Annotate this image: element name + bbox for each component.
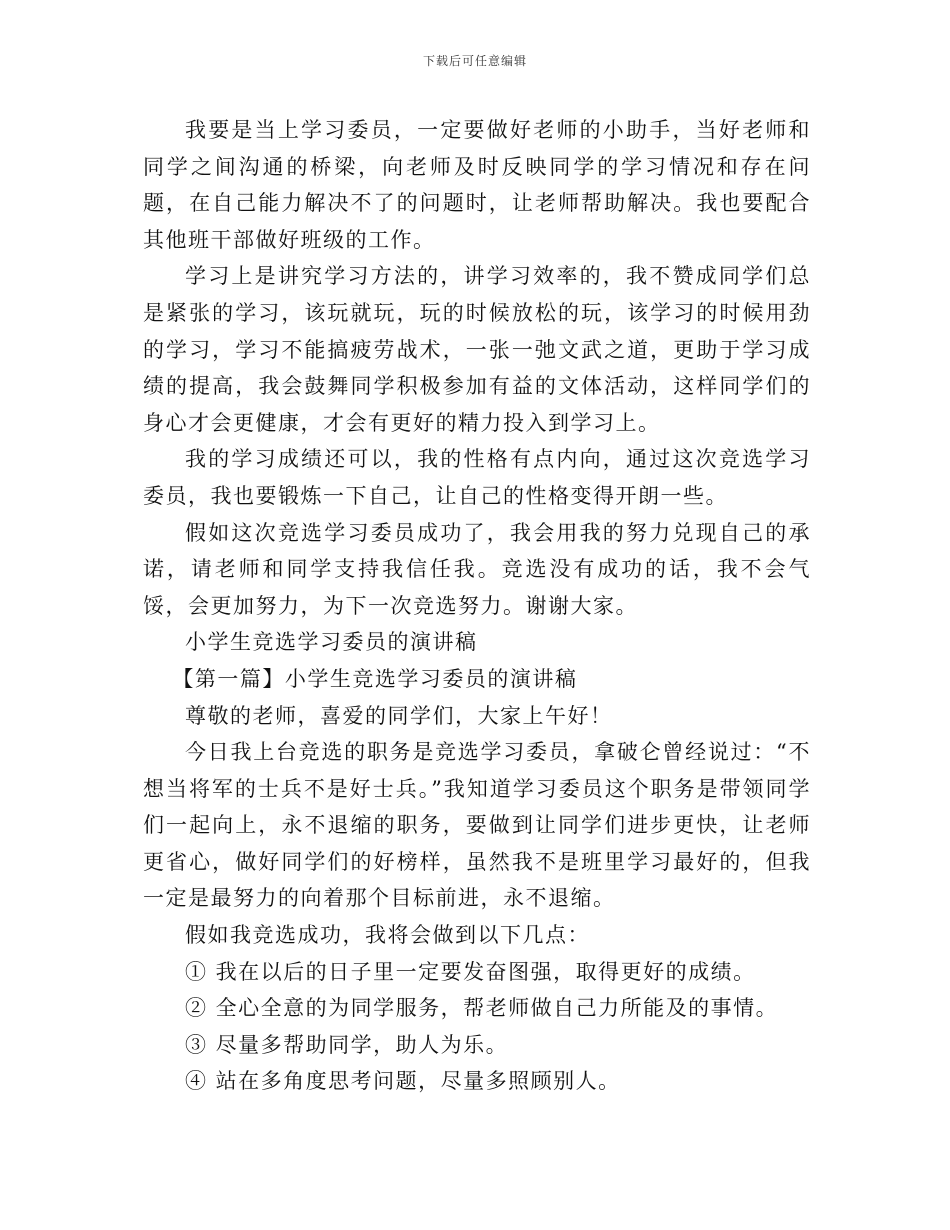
paragraph-promise: 假如这次竞选学习委员成功了，我会用我的努力兑现自己的承诺，请老师和同学支持我信任我。竞选没有成功的话，我不会气馁，会更加努力，为下一次竞选努力。谢谢大家。: [143, 520, 811, 618]
list-item-4: ④ 站在多角度思考问题，尽量多照顾别人。: [185, 1069, 621, 1094]
article-title: 【第一篇】小学生竞选学习委员的演讲稿: [172, 666, 578, 691]
document-body: [143, 112, 811, 1100]
page-header-note: 下载后可任意编辑: [422, 54, 527, 68]
list-item-3: ③ 尽量多帮助同学，助人为乐。: [185, 1032, 509, 1057]
list-item-2: ② 全心全意的为同学服务，帮老师做自己力所能及的事情。: [185, 996, 779, 1021]
paragraph-study-methods: 学习上是讲究学习方法的，讲学习效率的，我不赞成同学们总是紧张的学习，该玩就玩，玩的时候放松的玩，该学习的时候用劲的学习，学习不能搞疲劳战术，一张一弛文武之道，更助于学习成绩的提高，我会鼓舞同学积极参加有益的文体活动，这样同学们的身心才会更健康，才会有更好的精力投入到学习上。: [143, 264, 811, 435]
greeting: 尊敬的老师，喜爱的同学们，大家上午好！: [185, 703, 613, 728]
list-intro: 假如我竞选成功，我将会做到以下几点：: [185, 923, 590, 948]
paragraph-study-committee-role: 我要是当上学习委员，一定要做好老师的小助手，当好老师和同学之间沟通的桥梁，向老师及时反映同学的学习情况和存在问题，在自己能力解决不了的问题时，让老师帮助解决。我也要配合其他班干部做好班级的工作。: [143, 118, 811, 252]
paragraph-personality: 我的学习成绩还可以，我的性格有点内向，通过这次竞选学习委员，我也要锻炼一下自己，让自己的性格变得开朗一些。: [143, 447, 811, 508]
paragraph-campaign-intro: 今日我上台竞选的职务是竞选学习委员，拿破仑曾经说过：“不想当将军的士兵不是好士兵。”我知道学习委员这个职务是带领同学们一起向上，永不退缩的职务，要做到让同学们进步更快，让老师更省心，做好同学们的好榜样，虽然我不是班里学习最好的，但我一定是最努力的向着那个目标前进，永不退缩。: [143, 740, 811, 911]
list-item-1: ① 我在以后的日子里一定要发奋图强，取得更好的成绩。: [185, 959, 756, 984]
section-title: 小学生竞选学习委员的演讲稿: [185, 630, 478, 655]
